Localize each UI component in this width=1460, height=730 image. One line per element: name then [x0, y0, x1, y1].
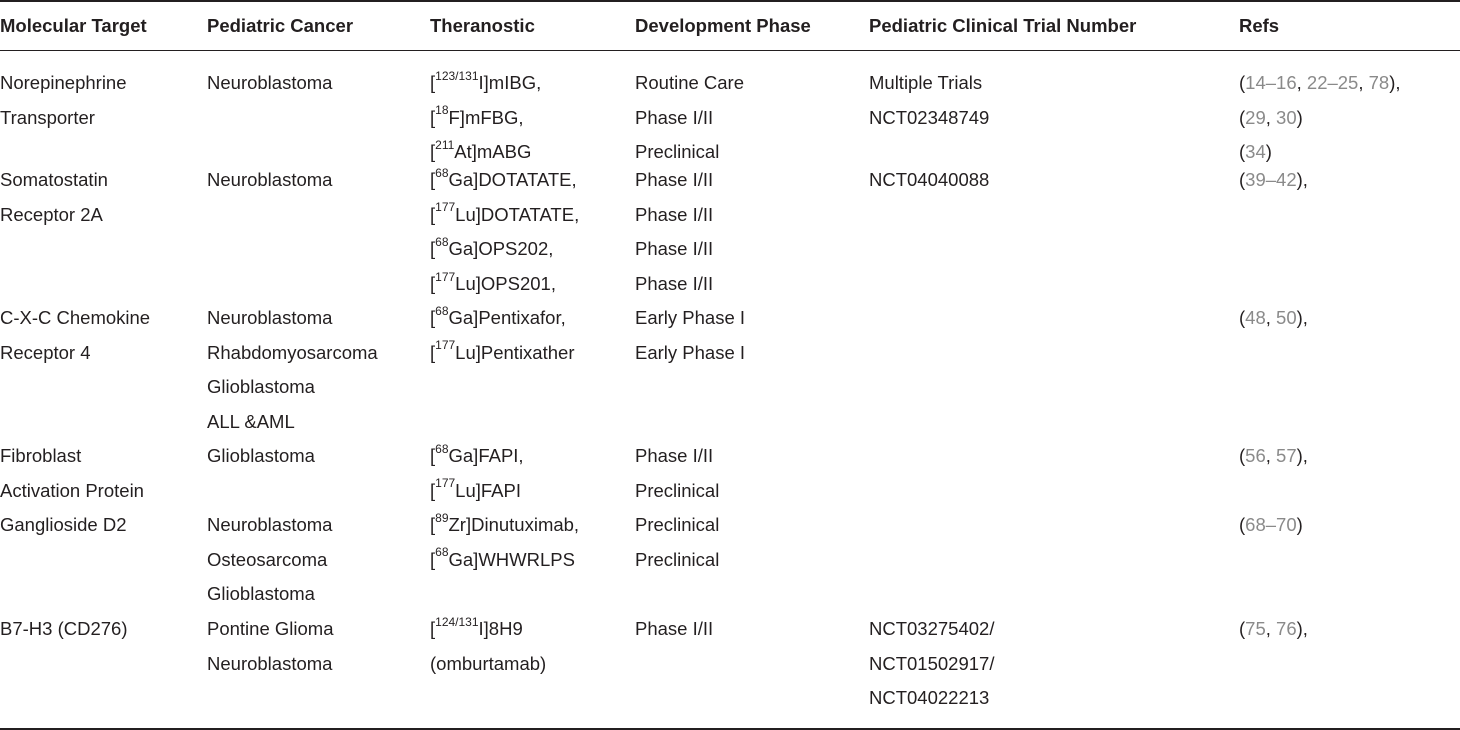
isotope-mass-number: 211 [435, 138, 455, 153]
cancer-cell [207, 72, 332, 107]
theranostic-line: [$^{211}$At]mABG [430, 138, 532, 163]
cancer-cell [207, 618, 333, 687]
reference-link[interactable]: 57 [1276, 445, 1297, 466]
reference-link[interactable]: 76 [1276, 618, 1297, 639]
trial-line: NCT04040088 [869, 169, 990, 190]
reference-link[interactable]: 34 [1245, 141, 1266, 163]
target-cell [0, 169, 108, 238]
refs-line: (48, 50), [1239, 307, 1308, 328]
cancer-cell [207, 169, 332, 204]
header-clinical-trial-number: Pediatric Clinical Trial Number [869, 15, 1137, 36]
phase-cell [635, 514, 719, 583]
isotope-mass-number: 124/131 [435, 614, 479, 629]
cancer-line: Rhabdomyosarcoma [207, 341, 378, 363]
theranostic-line: [$^{18}$F]mFBG, [430, 103, 524, 128]
phase-line: Phase I/II [635, 618, 714, 639]
phase-line: Preclinical [635, 548, 720, 570]
trial-cell [869, 169, 989, 204]
cancer-line: Glioblastoma [207, 445, 315, 466]
theranostic-line: [$^{68}$Ga]OPS202, [430, 235, 554, 260]
header-molecular-target: Molecular Target [0, 15, 147, 36]
isotope-mass-number: 68 [435, 303, 449, 318]
phase-line: Phase I/II [635, 445, 714, 466]
theranostic-cell [430, 68, 542, 176]
trial-line: NCT03275402/ [869, 618, 995, 639]
cancer-line: Pontine Glioma [207, 618, 334, 639]
phase-cell [635, 307, 745, 376]
header-development-phase: Development Phase [635, 15, 811, 36]
target-line: Ganglioside D2 [0, 514, 127, 535]
phase-cell [635, 169, 713, 307]
header-pediatric-cancer: Pediatric Cancer [207, 15, 354, 36]
reference-link[interactable]: 56 [1245, 445, 1266, 466]
cancer-line: Neuroblastoma [207, 169, 333, 190]
trial-line: NCT02348749 [869, 106, 990, 128]
isotope-mass-number: 68 [435, 165, 449, 180]
header-refs: Refs [1239, 15, 1280, 36]
phase-line: Phase I/II [635, 106, 714, 128]
trial-cell [869, 618, 994, 722]
phase-line: Phase I/II [635, 203, 714, 225]
trial-cell [869, 72, 989, 141]
reference-link[interactable]: 39–42 [1245, 169, 1297, 190]
theranostic-line: [$^{177}$Lu]Pentixather [430, 338, 575, 363]
reference-link[interactable]: 14–16 [1245, 72, 1297, 93]
phase-line: Phase I/II [635, 272, 714, 294]
theranostic-line: (omburtamab) [430, 652, 547, 674]
theranostic-line: [$^{177}$Lu]OPS201, [430, 269, 556, 294]
reference-link[interactable]: 68–70 [1245, 514, 1297, 535]
reference-link[interactable]: 50 [1276, 307, 1297, 328]
target-line: Somatostatin [0, 169, 108, 190]
refs-line: (39–42), [1239, 169, 1308, 190]
phase-line: Early Phase I [635, 307, 746, 328]
reference-link[interactable]: 48 [1245, 307, 1266, 328]
theranostic-line: [$^{123/131}$I]mIBG, [430, 68, 542, 93]
reference-link[interactable]: 22–25 [1306, 72, 1359, 93]
cancer-line: ALL &AML [207, 410, 295, 432]
trial-line: NCT04022213 [869, 687, 990, 709]
cancer-line: Neuroblastoma [207, 72, 333, 93]
isotope-mass-number: 177 [435, 476, 456, 491]
theranostic-line: [$^{68}$Ga]WHWRLPS [430, 545, 575, 570]
refs-line: (29, 30) [1239, 106, 1303, 128]
target-cell [0, 618, 128, 653]
target-line: Transporter [0, 106, 95, 128]
theranostic-line: [$^{124/131}$I]8H9 [430, 614, 523, 639]
cancer-line: Neuroblastoma [207, 307, 333, 328]
cancer-line: Osteosarcoma [207, 548, 328, 570]
phase-line: Phase I/II [635, 169, 714, 190]
refs-cell [1239, 445, 1308, 480]
isotope-mass-number: 177 [435, 200, 456, 215]
theranostic-line: [$^{177}$Lu]FAPI [430, 476, 521, 501]
target-line: Fibroblast [0, 445, 82, 466]
phase-cell [635, 618, 713, 653]
trial-line: NCT01502917/ [869, 652, 995, 674]
theranostic-line: [$^{177}$Lu]DOTATATE, [430, 200, 580, 225]
isotope-mass-number: 18 [435, 103, 449, 118]
theranostic-line: [$^{89}$Zr]Dinutuximab, [430, 510, 580, 535]
refs-cell [1239, 169, 1308, 204]
cancer-line: Neuroblastoma [207, 652, 333, 674]
phase-line: Preclinical [635, 514, 720, 535]
target-cell [0, 72, 127, 141]
phase-line: Routine Care [635, 72, 745, 93]
theranostic-line: [$^{68}$Ga]DOTATATE, [430, 165, 577, 190]
phase-cell [635, 72, 744, 176]
refs-cell [1239, 72, 1401, 176]
target-line: Activation Protein [0, 479, 144, 501]
reference-link[interactable]: 30 [1276, 106, 1297, 128]
target-line: C-X-C Chemokine [0, 307, 151, 328]
header-theranostic: Theranostic [430, 15, 535, 36]
theranostic-line: [$^{68}$Ga]FAPI, [430, 441, 524, 466]
phase-line: Early Phase I [635, 341, 746, 363]
isotope-mass-number: 177 [435, 269, 456, 284]
isotope-mass-number: 68 [435, 441, 449, 456]
cancer-line: Glioblastoma [207, 583, 315, 605]
target-line: Norepinephrine [0, 72, 127, 93]
refs-cell [1239, 618, 1308, 653]
header-rule [0, 50, 1460, 51]
refs-line: (56, 57), [1239, 445, 1308, 466]
reference-link[interactable]: 78 [1368, 72, 1390, 93]
refs-line: (14–16, 22–25, 78), [1239, 72, 1401, 93]
phase-line: Phase I/II [635, 238, 714, 260]
isotope-mass-number: 123/131 [435, 68, 479, 83]
isotope-mass-number: 177 [435, 338, 456, 353]
refs-line: (75, 76), [1239, 618, 1308, 639]
isotope-mass-number: 89 [435, 510, 449, 525]
refs-cell [1239, 514, 1303, 549]
theranostic-line: [$^{68}$Ga]Pentixafor, [430, 303, 566, 328]
trial-line: Multiple Trials [869, 72, 983, 93]
reference-link[interactable]: 75 [1245, 618, 1266, 639]
target-line: B7-H3 (CD276) [0, 618, 128, 639]
phase-cell [635, 445, 719, 514]
target-cell [0, 307, 150, 376]
theranostic-cell [430, 510, 580, 583]
table-top-rule [0, 0, 1460, 2]
theranostic-cell [430, 303, 575, 376]
phase-line: Preclinical [635, 141, 720, 163]
cancer-line: Neuroblastoma [207, 514, 333, 535]
cancer-cell [207, 514, 332, 618]
theranostic-cell [430, 441, 524, 514]
target-line: Receptor 4 [0, 341, 91, 363]
refs-line: (34) [1239, 141, 1272, 163]
cancer-line: Glioblastoma [207, 376, 315, 398]
refs-line: (68–70) [1239, 514, 1303, 535]
cancer-cell [207, 445, 315, 480]
reference-link[interactable]: 29 [1245, 106, 1266, 128]
target-cell [0, 445, 144, 514]
theranostic-cell [430, 614, 547, 687]
target-line: Receptor 2A [0, 203, 103, 225]
refs-cell [1239, 307, 1308, 342]
theranostic-cell [430, 165, 580, 307]
isotope-mass-number: 68 [435, 235, 449, 250]
target-cell [0, 514, 127, 549]
phase-line: Preclinical [635, 479, 720, 501]
isotope-mass-number: 68 [435, 545, 449, 560]
cancer-cell [207, 307, 378, 445]
